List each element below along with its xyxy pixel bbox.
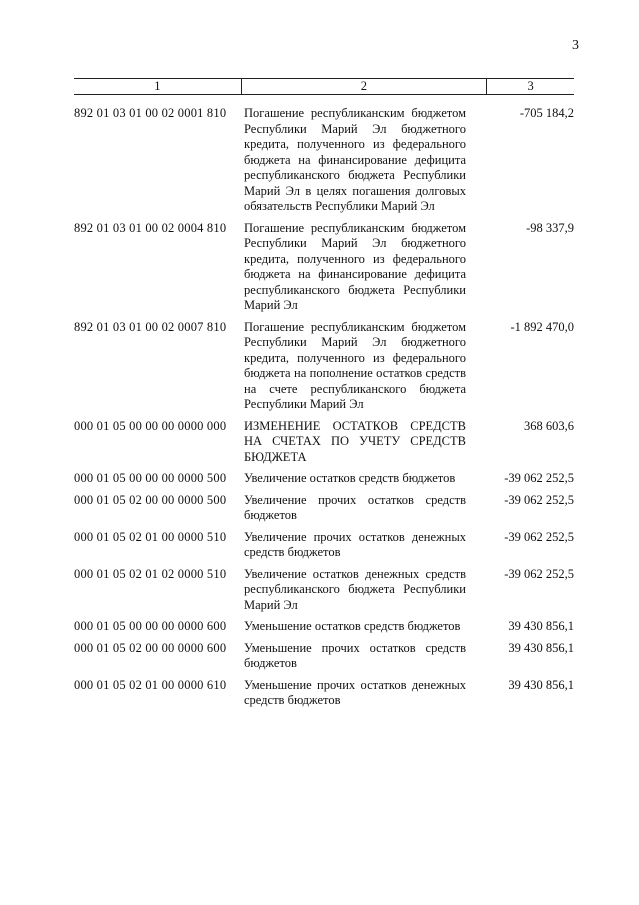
table-row <box>74 567 574 614</box>
amount: -1 892 470,0 <box>510 319 574 334</box>
budget-code: 000 01 05 02 01 00 0000 510 <box>74 529 227 544</box>
budget-code: 000 01 05 00 00 00 0000 000 <box>74 418 227 433</box>
item-name: Увеличение остатков денежных средств республиканского бюджета Республики Марий Эл <box>244 566 466 612</box>
item-name: Увеличение прочих остатков денежных средств бюджетов <box>244 529 466 559</box>
item-name: Увеличение прочих остатков средств бюджетов <box>244 492 466 522</box>
amount: 39 430 856,1 <box>508 619 574 633</box>
item-name: Погашение республиканским бюджетом Республики Марий Эл бюджетного кредита, полученного из федерального бюджета на пополнение остатков средств на счете республиканского бюджета Республики Марий Эл <box>244 319 466 411</box>
item-name: Уменьшение прочих остатков средств бюджетов <box>244 640 466 670</box>
item-name: Уменьшение прочих остатков денежных средств бюджетов <box>244 677 466 707</box>
item-name: Погашение республиканским бюджетом Республики Марий Эл бюджетного кредита, полученного из федерального бюджета на финансирование дефицита республиканского бюджета Республики Марий Эл в целях погашения долговых обязательств Республики Марий Эл <box>244 106 466 213</box>
column-header-1: 1 <box>74 79 242 94</box>
table-row <box>74 678 574 709</box>
budget-code: 892 01 03 01 00 02 0001 810 <box>74 106 227 120</box>
amount: -39 062 252,5 <box>504 529 574 544</box>
table-row <box>74 641 574 672</box>
item-name: Уменьшение остатков средств бюджетов <box>244 619 461 633</box>
budget-code: 000 01 05 02 00 00 0000 600 <box>74 640 227 655</box>
amount: -98 337,9 <box>526 220 574 235</box>
table-row <box>74 320 574 413</box>
item-name: Погашение республиканским бюджетом Республики Марий Эл бюджетного кредита, полученного из федерального бюджета на финансирование дефицита республиканского бюджета Республики Марий Эл <box>244 220 466 312</box>
table-row <box>74 221 574 314</box>
budget-code: 000 01 05 00 00 00 0000 600 <box>74 619 227 633</box>
amount: 39 430 856,1 <box>508 640 574 655</box>
amount: -39 062 252,5 <box>504 471 574 485</box>
budget-table <box>74 106 574 715</box>
budget-code: 892 01 03 01 00 02 0004 810 <box>74 220 227 235</box>
amount: -39 062 252,5 <box>504 566 574 581</box>
item-name: Увеличение остатков средств бюджетов <box>244 471 456 485</box>
table-row <box>74 419 574 466</box>
table-header <box>74 78 574 95</box>
budget-code: 892 01 03 01 00 02 0007 810 <box>74 319 227 334</box>
table-row <box>74 106 574 215</box>
budget-code: 000 01 05 02 00 00 0000 500 <box>74 492 227 507</box>
amount: -39 062 252,5 <box>504 492 574 507</box>
column-header-2: 2 <box>242 79 488 94</box>
amount: 39 430 856,1 <box>508 677 574 692</box>
table-row <box>74 471 574 487</box>
item-name: ИЗМЕНЕНИЕ ОСТАТКОВ СРЕДСТВ НА СЧЕТАХ ПО УЧЕТУ СРЕДСТВ БЮДЖЕТА <box>244 418 466 464</box>
budget-code: 000 01 05 00 00 00 0000 500 <box>74 471 227 485</box>
amount: -705 184,2 <box>519 106 574 120</box>
column-header-3: 3 <box>527 79 534 93</box>
page-number: 3 <box>572 38 579 53</box>
budget-code: 000 01 05 02 01 02 0000 510 <box>74 566 227 581</box>
table-row <box>74 493 574 524</box>
table-row <box>74 619 574 635</box>
table-row <box>74 530 574 561</box>
budget-code: 000 01 05 02 01 00 0000 610 <box>74 677 227 692</box>
amount: 368 603,6 <box>524 418 574 433</box>
